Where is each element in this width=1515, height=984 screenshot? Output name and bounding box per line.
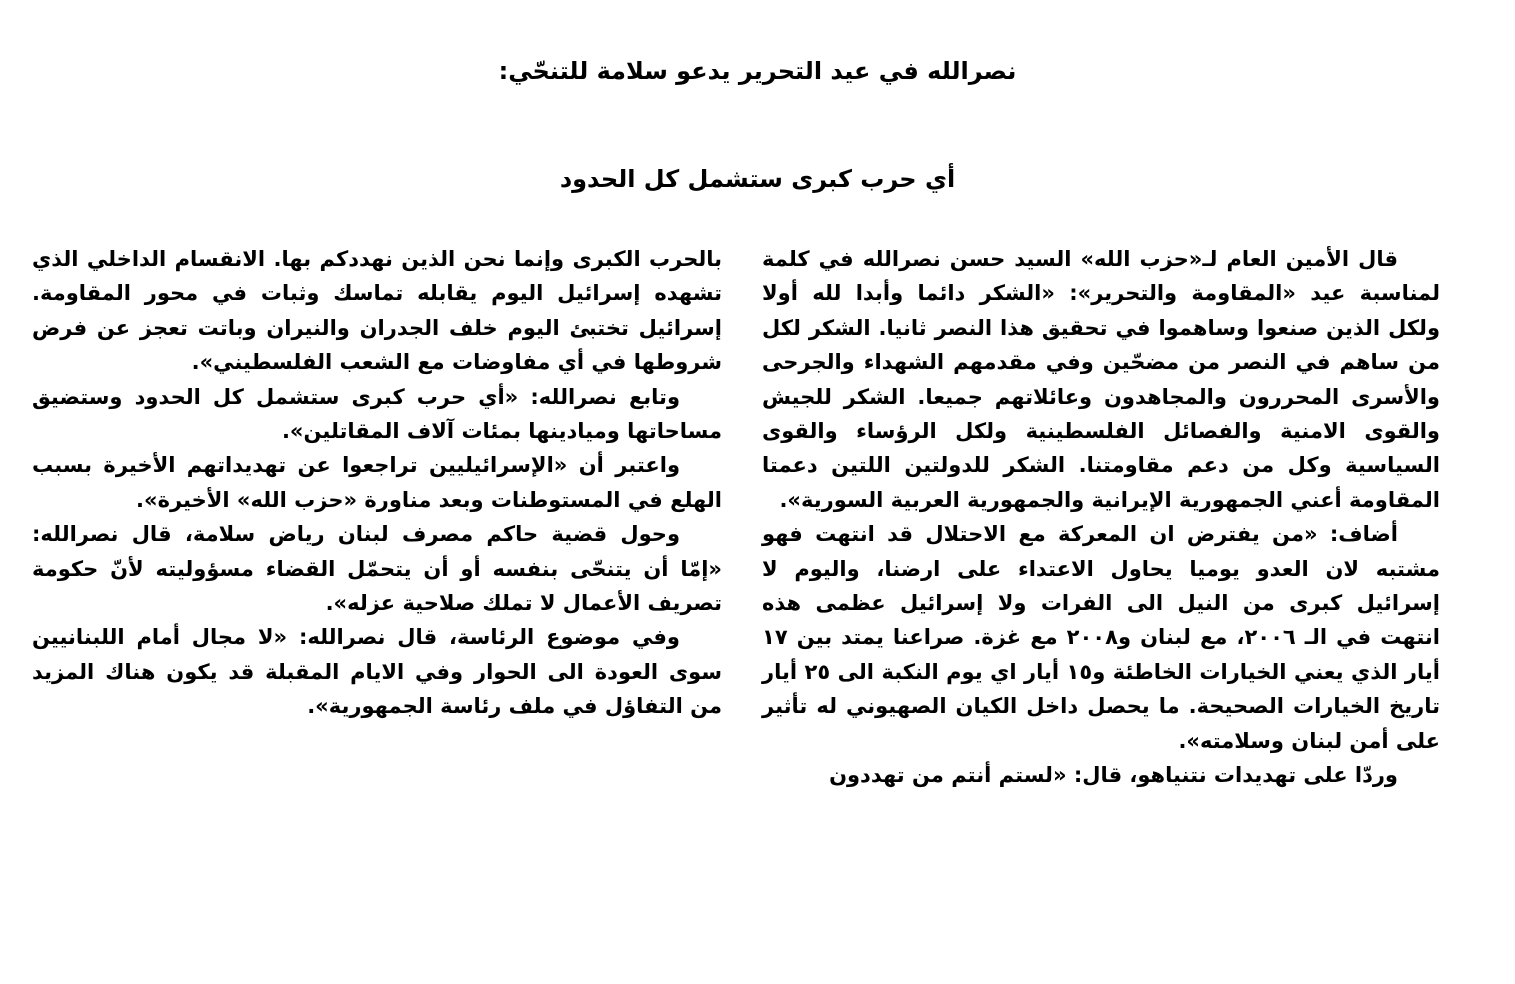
article-column-right — [762, 242, 1440, 793]
article-paragraph-continued: بالحرب الكبرى وإنما نحن الذين نهددكم بها. الانقسام الداخلي الذي تشهده إسرائيل اليوم يقابله تماسك وثبات في محور المقاومة. إسرائيل تختبئ اليوم خلف الجدران والنيران وباتت تعجز عن فرض شروطها في أي مفاوضات مع الشعب الفلسطيني». — [32, 247, 722, 375]
article-paragraph: وفي موضوع الرئاسة، قال نصرالله: «لا مجال أمام اللبنانيين سوى العودة الى الحوار وفي الايام المقبلة قد يكون هناك المزيد من التفاؤل في ملف رئاسة الجمهورية». — [32, 625, 722, 719]
headline-line-1: نصرالله في عيد التحرير يدعو سلامة للتنحّي: — [498, 57, 1017, 85]
article-column-left — [32, 242, 722, 724]
article-paragraph: أضاف: «من يفترض ان المعركة مع الاحتلال قد انتهت فهو مشتبه لان العدو يوميا يحاول الاعتداء على ارضنا، واليوم لا إسرائيل كبرى من النيل الى الفرات ولا إسرائيل عظمى هذه انتهت في الـ ٢٠٠٦، مع لبنان و٢٠٠٨ مع غزة. صراعنا يمتد بين ١٧ أيار الذي يعني الخيارات الخاطئة و١٥ أيار اي يوم النكبة الى ٢٥ أيار تاريخ الخيارات الصحيحة. ما يحصل داخل الكيان الصهيوني له تأثير على أمن لبنان وسلامته». — [762, 522, 1440, 753]
article-paragraph: واعتبر أن «الإسرائيليين تراجعوا عن تهديداتهم الأخيرة بسبب الهلع في المستوطنات وبعد مناورة «حزب الله» الأخيرة». — [32, 453, 722, 512]
article-paragraph: وتابع نصرالله: «أي حرب كبرى ستشمل كل الحدود وستضيق مساحاتها وميادينها بمئات آلاف المقاتلين». — [32, 384, 722, 444]
article-paragraph: وردّا على تهديدات نتنياهو، قال: «لستم أنتم من تهددون — [829, 763, 1398, 788]
headline-line-2: أي حرب كبرى ستشمل كل الحدود — [559, 165, 956, 193]
article-paragraph: قال الأمين العام لـ«حزب الله» السيد حسن نصرالله في كلمة لمناسبة عيد «المقاومة والتحرير»: «الشكر دائما وأبدا لله أولا ولكل الذين صنعوا وساهموا في تحقيق هذا النصر ثانيا. الشكر لكل من ساهم في النصر من مضحّين وفي مقدمهم الشهداء والجرحى والأسرى المحررون والمجاهدون وعائلاتهم جميعا. الشكر للجيش والقوى الامنية والفصائل الفلسطينية ولكل الرؤساء والقوى السياسية وكل من دعم مقاومتنا. الشكر للدولتين اللتين دعمتا المقاومة أعني الجمهورية الإيرانية والجمهورية العربية السورية». — [762, 247, 1440, 512]
article-paragraph: وحول قضية حاكم مصرف لبنان رياض سلامة، قال نصرالله: «إمّا أن يتنحّى بنفسه أو أن يتحمّل القضاء مسؤوليته لأنّ حكومة تصريف الأعمال لا تملك صلاحية عزله». — [32, 522, 722, 616]
